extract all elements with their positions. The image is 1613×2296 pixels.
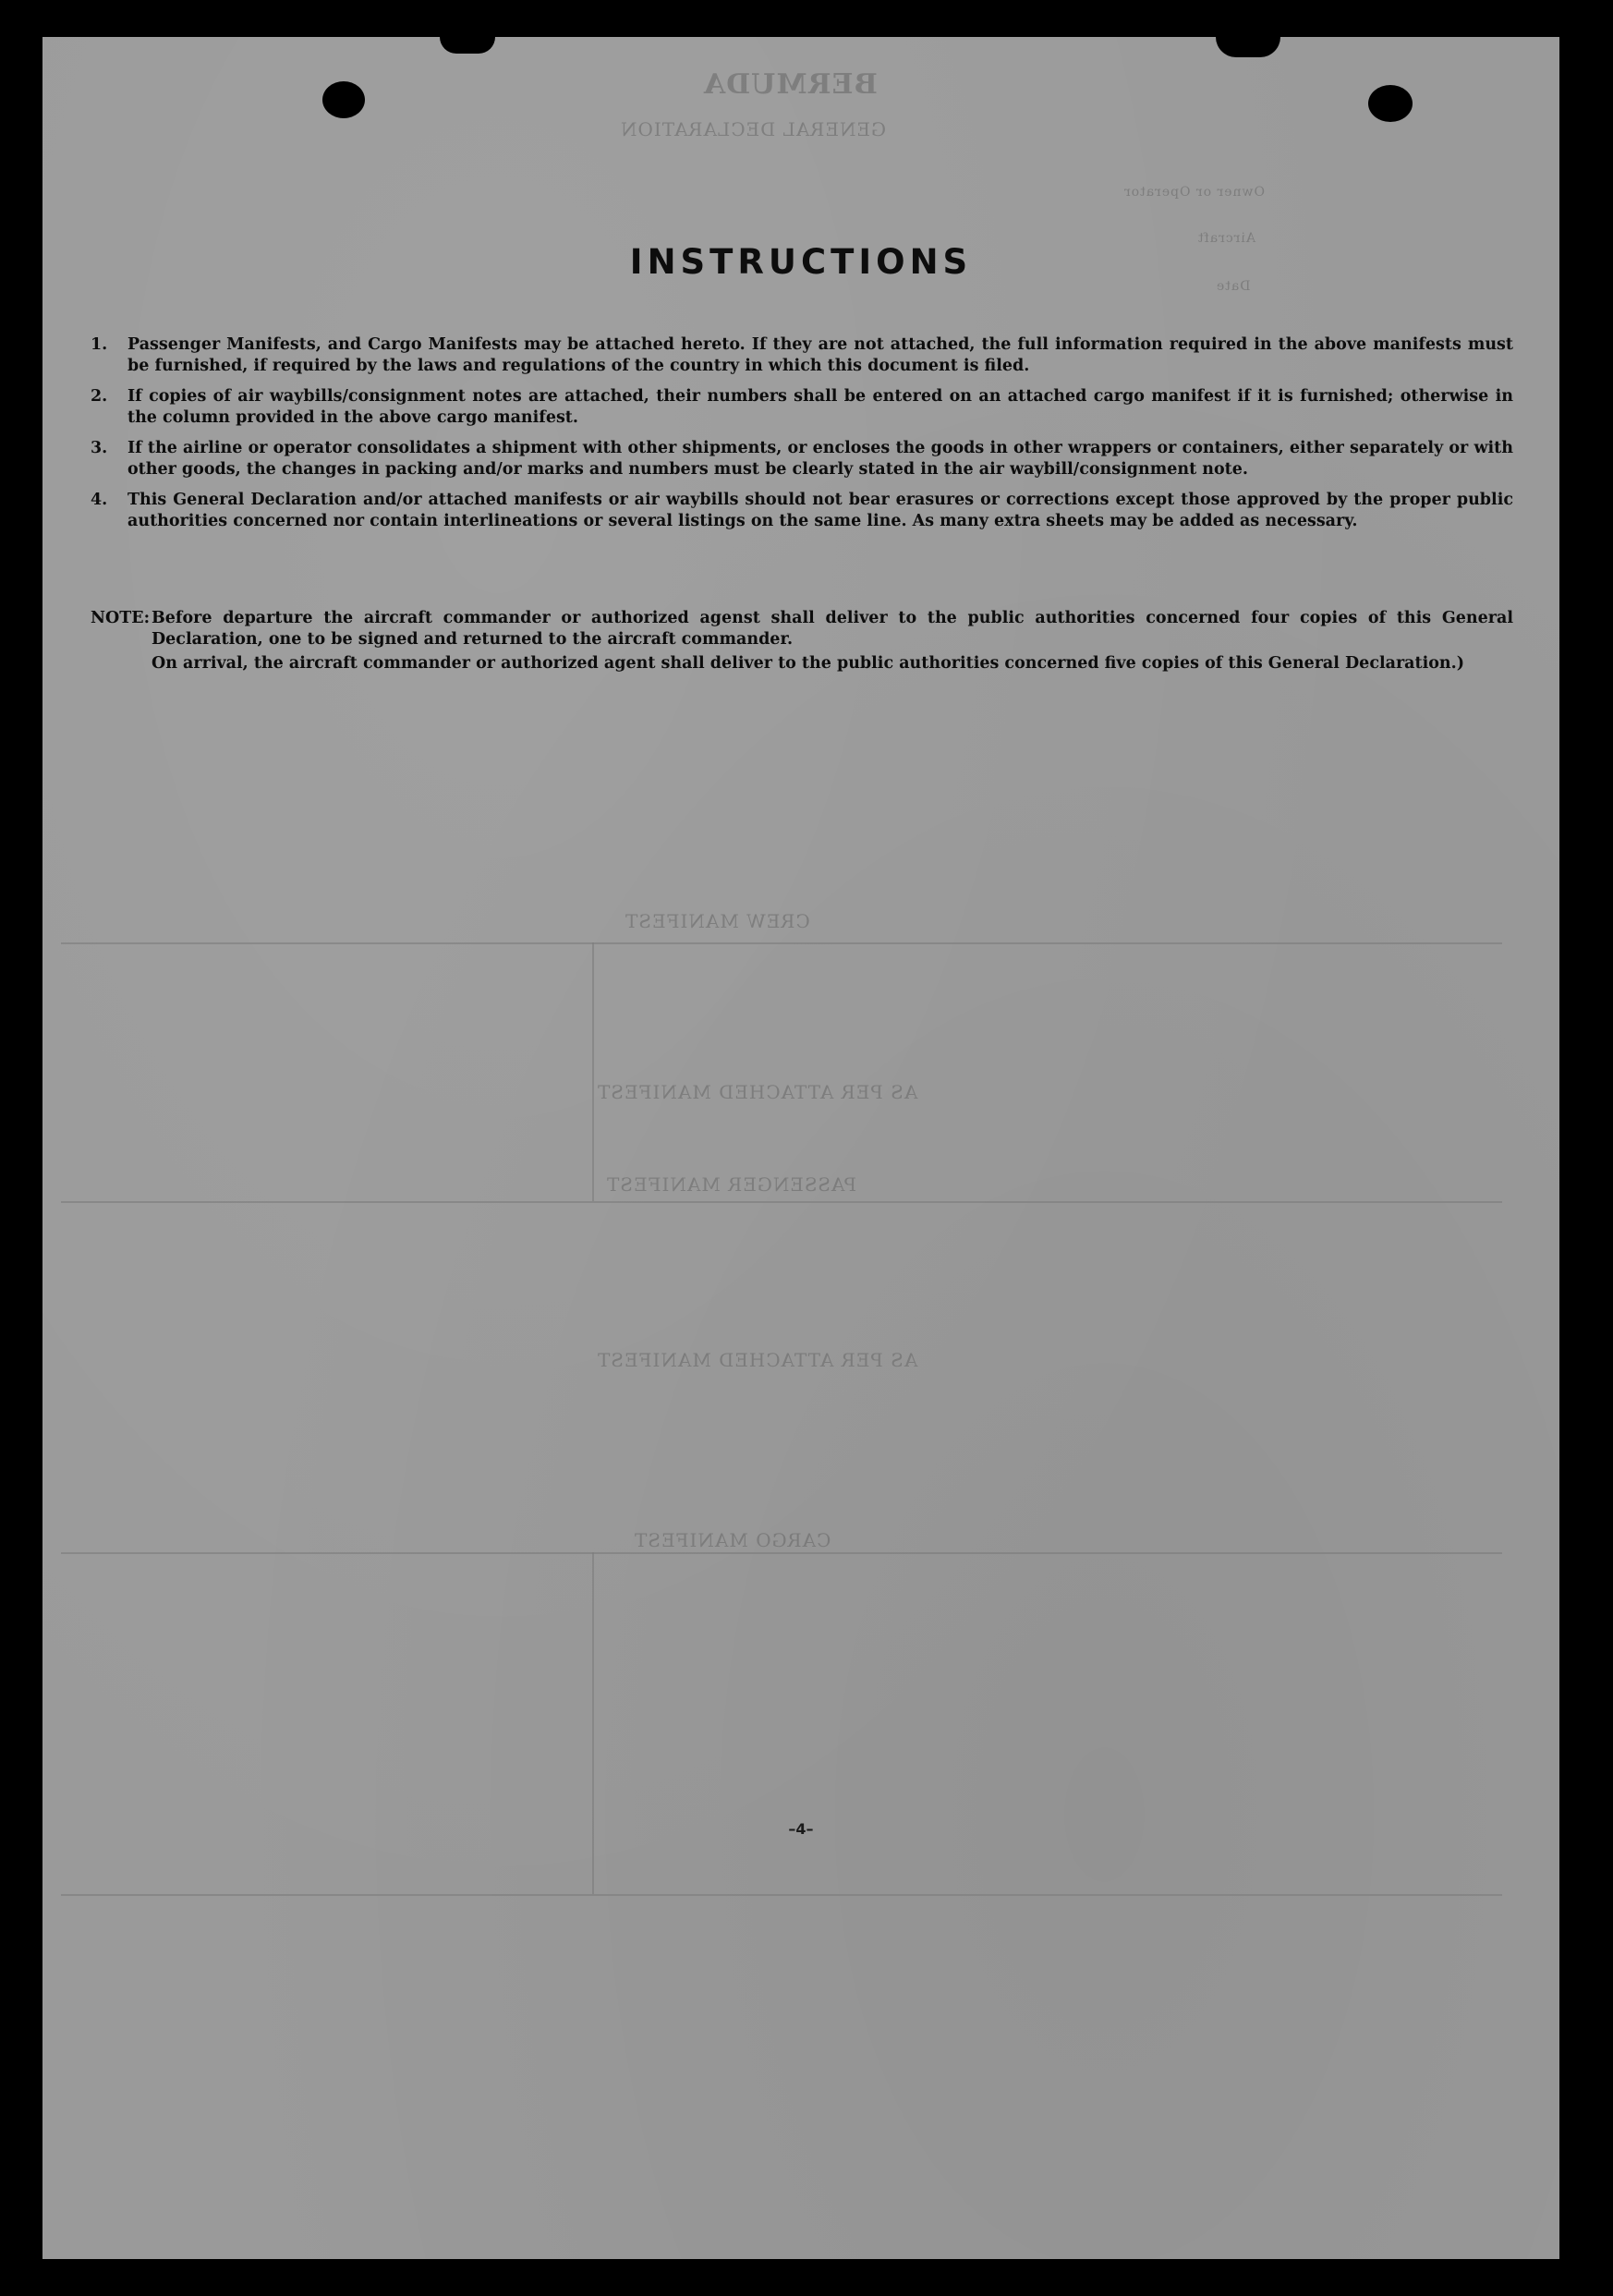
top-tear-right <box>1216 37 1280 57</box>
note-label: NOTE: <box>91 609 151 627</box>
bleed-through-text: CARGO MANIFEST <box>634 1529 831 1551</box>
bleed-through-text: Date <box>1216 279 1251 294</box>
bleed-through-text: Owner or Operator <box>1123 185 1265 200</box>
note-departure-text: Before departure the aircraft commander or authorized agenst shall deliver to the public authorities concerned four copies of this General Declaration, one to be signed and returned to the aircraft commander. <box>152 609 1513 649</box>
instruction-item <box>91 438 1513 480</box>
punch-hole-left <box>322 81 365 118</box>
top-tear-left <box>440 37 495 54</box>
bleed-through-subheading: GENERAL DECLARATION <box>620 118 887 140</box>
page-title: INSTRUCTIONS <box>629 242 973 282</box>
instruction-number: 4. <box>91 491 108 509</box>
instruction-item <box>91 334 1513 377</box>
instructions-list <box>91 334 1513 541</box>
bleed-through-text: Aircraft <box>1197 231 1255 246</box>
punch-hole-right <box>1368 85 1413 122</box>
instruction-text: Passenger Manifests, and Cargo Manifests may be attached hereto. If they are not attached, the full information required in the above manifests must be furnished, if required by the laws and regulations of the country in which this document is filed. <box>127 335 1513 375</box>
page-number: –4– <box>788 1820 814 1838</box>
bleed-through-rule <box>592 942 594 1201</box>
bleed-through-rule <box>592 1552 594 1894</box>
note-block <box>91 608 1513 674</box>
bleed-through-text: PASSENGER MANIFEST <box>606 1173 857 1196</box>
bleed-through-heading: BERMUDA <box>703 68 878 101</box>
bleed-through-rule <box>61 1894 1502 1896</box>
bleed-through-text: CREW MANIFEST <box>625 910 810 932</box>
instruction-number: 2. <box>91 387 108 406</box>
instruction-text: If the airline or operator consolidates a shipment with other shipments, or encloses the goods in other wrappers or containers, either separately or with other goods, the changes in packing and/or marks and numbers must be clearly stated in the air waybill/consignment note. <box>127 439 1513 479</box>
bleed-through-rule <box>61 942 1502 944</box>
bleed-through-text: AS PER ATTACHED MANIFEST <box>597 1081 918 1103</box>
bleed-through-rule <box>61 1201 1502 1203</box>
instruction-number: 3. <box>91 439 108 457</box>
document-page <box>42 37 1559 2259</box>
bleed-through-text: AS PER ATTACHED MANIFEST <box>597 1349 918 1371</box>
instruction-item <box>91 386 1513 429</box>
note-arrival-text: On arrival, the aircraft commander or authorized agent shall deliver to the public authorities concerned five copies of this General Declaration.) <box>152 654 1465 673</box>
instruction-item <box>91 490 1513 532</box>
instruction-number: 1. <box>91 335 108 354</box>
instruction-text: If copies of air waybills/consignment notes are attached, their numbers shall be entered on an attached cargo manifest if it is furnished; otherwise in the column provided in the above cargo manifest. <box>127 387 1513 427</box>
instruction-text: This General Declaration and/or attached manifests or air waybills should not bear erasures or corrections except those approved by the proper public authorities concerned nor contain interlineations or several listings on the same line. As many extra sheets may be added as necessary. <box>127 491 1513 530</box>
note-departure-row <box>91 608 1513 650</box>
bleed-through-rule <box>61 1552 1502 1554</box>
